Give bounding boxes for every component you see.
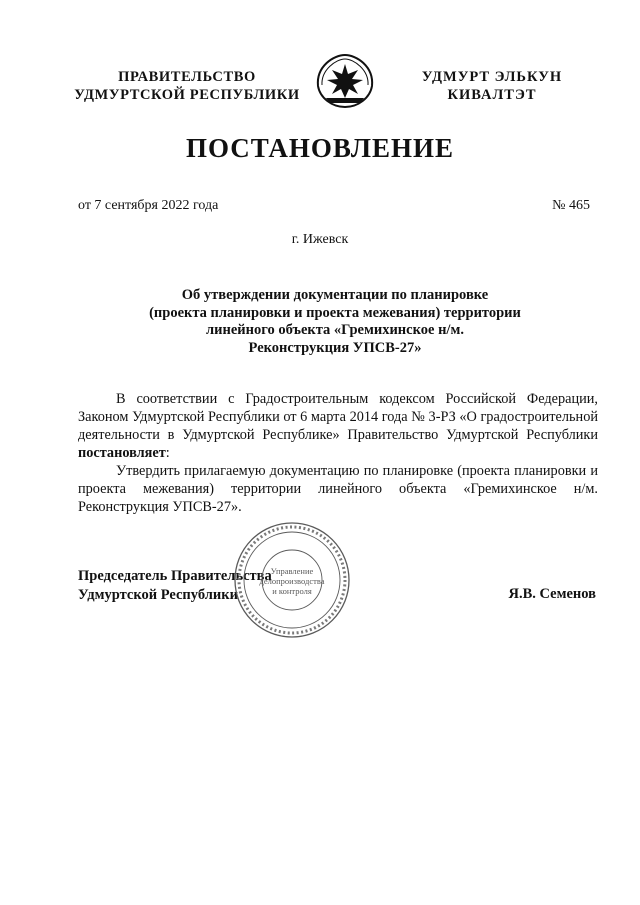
- header-government-udm: [392, 68, 592, 104]
- body-paragraph-1: [78, 390, 598, 462]
- document-body: [78, 390, 598, 516]
- document-title: ПОСТАНОВЛЕНИЕ: [185, 133, 455, 163]
- stamp-inner-line1: Управление: [270, 566, 314, 576]
- subject-line2: (проекта планировки и проекта межевания) территории: [149, 304, 521, 321]
- signatory-title-line1: Председатель Правительства: [78, 568, 272, 584]
- subject-line3: линейного объекта «Гремихинское н/м.: [206, 322, 464, 338]
- header-right-line1: УДМУРТ ЭЛЬКУН: [421, 69, 563, 85]
- signatory-title-line2: Удмуртской Республики: [78, 587, 238, 603]
- decree-keyword: постановляет: [78, 445, 166, 461]
- document-city: г. Ижевск: [291, 232, 349, 247]
- document-number: № 465: [552, 198, 590, 213]
- signatory-name: Я.В. Семенов: [508, 586, 596, 602]
- header-government-ru: [62, 68, 312, 104]
- stamp-inner-line3: и контроля: [272, 586, 312, 596]
- header-left-line1: ПРАВИТЕЛЬСТВО: [118, 69, 256, 85]
- body-paragraph-2: Утвердить прилагаемую документацию по планировке (проекта планировки и проекта межевания) территории линейного объекта «Гремихинское н/м. Реконструкция УПСВ-27».: [78, 463, 598, 515]
- subject-line4: Реконструкция УПСВ-27»: [248, 339, 422, 356]
- udmurtia-coat-of-arms-icon: [312, 52, 378, 110]
- paragraph-1-text: В соответствии с Градостроительным кодексом Российской Федерации, Законом Удмуртской Республики от 6 марта 2014 года № 3-РЗ «О градостроительной деятельности в Удмуртской Республике» Правительство Удмуртской Республики: [78, 391, 598, 443]
- subject-line1: Об утверждении документации по планировке: [181, 287, 489, 303]
- header-left-line2: УДМУРТСКОЙ РЕСПУБЛИКИ: [74, 87, 300, 103]
- official-stamp-icon: [232, 520, 352, 640]
- header-right-line2: КИВАЛТЭТ: [447, 87, 537, 103]
- document-subject: [120, 287, 550, 357]
- stamp-inner-line2: делопроизводства: [259, 576, 325, 586]
- document-date: от 7 сентября 2022 года: [78, 198, 219, 213]
- paragraph-1-end: :: [165, 445, 170, 461]
